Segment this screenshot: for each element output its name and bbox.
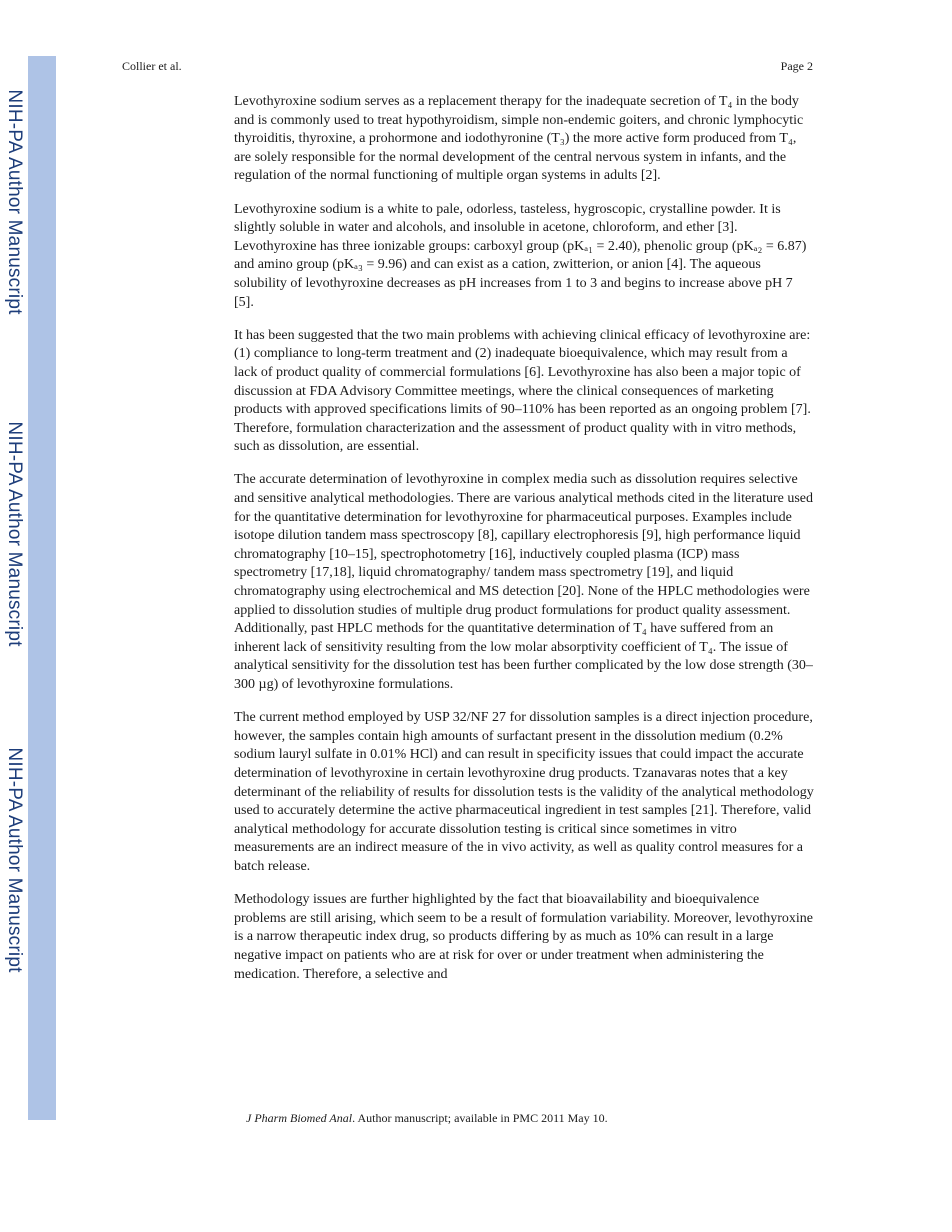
paragraph: Levothyroxine sodium is a white to pale, odorless, tasteless, hygroscopic, crystalline powder. It is slightly soluble in water and alcohols, and insoluble in acetone, chloroform, and ether [3]. Levothyroxine has three ionizable groups: carboxyl group (pKₐ₁ = 2.40), phenolic group (pKₐ₂ = 6.87) and amino group (pKₐ₃ = 9.96) and can exist as a cation, zwitterion, or anion [4]. The aqueous solubility of levothyroxine decreases as pH increases from 1 to 3 and begins to increase above pH 7 [5]. [234,201,807,310]
paragraph: The accurate determination of levothyroxine in complex media such as dissolution requires selective and sensitive analytical methodologies. There are various analytical methods cited in the literature used for the quantitative determination for levothyroxine for pharmaceutical purposes. Examples include isotope dilution tandem mass spectroscopy [8], capillary electrophoresis [9], high performance liquid chromatography [10–15], spectrophotometry [16], inductively coupled plasma (ICP) mass spectrometry [17,18], liquid chromatography/ tandem mass spectrometry [19], and liquid chromatography using electrochemical and MS detection [20]. None of the HPLC methodologies were applied to dissolution studies of multiple drug product formulations for product quality assessment. Additionally, past HPLC methods for the quantitative determination of T₄ have suffered from an inherent lack of sensitivity resulting from the low molar absorptivity coefficient of T₄. The issue of analytical sensitivity for the dissolution test has been further complicated by the low dose strength (30–300 µg) of levothyroxine formulations. [234,472,813,692]
article-body [234,93,814,999]
paragraph: It has been suggested that the two main problems with achieving clinical efficacy of levothyroxine are: (1) compliance to long-term treatment and (2) inadequate bioequivalence, which may result from a lack of product quality of commercial formulations [6]. Levothyroxine has also been a major topic of discussion at FDA Advisory Committee meetings, where the clinical consequences of marketing products with approved specifications limits of 90–110% has been reported as an ongoing problem [7]. Therefore, formulation characterization and the assessment of product quality with in vitro methods, such as dissolution, are essential. [234,327,811,455]
paragraph: The current method employed by USP 32/NF 27 for dissolution samples is a direct injection procedure, however, the samples contain high amounts of surfactant present in the dissolution medium (0.2% sodium lauryl sulfate in 0.01% HCl) and can result in specificity issues that could impact the accurate determination of levothyroxine in certain levothyroxine drug products. Tzanavaras notes that a key determinant of the reliability of results for dissolution tests is the validity of the analytical methodology used to accurately determine the active pharmaceutical ingredient in test samples [21]. Therefore, valid analytical methodology for accurate dissolution testing is critical since sometimes in vitro measurements are an indirect measure of the in vivo activity, as well as quality control measures for a batch release. [234,710,814,874]
manuscript-sidebar [28,56,56,1120]
footer-note: . Author manuscript; available in PMC 2011 May 10. [352,1111,608,1125]
journal-name: J Pharm Biomed Anal [246,1111,353,1125]
footer-citation [246,1111,608,1126]
running-head: Collier et al. [122,59,182,73]
page-number: Page 2 [780,59,813,73]
paragraph: Levothyroxine sodium serves as a replacement therapy for the inadequate secretion of T₄ in the body and is commonly used to treat hypothyroidism, simple non-endemic goiters, and chronic lymphocytic thyroiditis, thyroxine, a prohormone and iodothyronine (T₃) the more active form produced from T₄, are solely responsible for the normal development of the central nervous system in infants, and the regulation of the normal functioning of multiple organ systems in adults [2]. [234,94,804,184]
paragraph: Methodology issues are further highlighted by the fact that bioavailability and bioequivalence problems are still arising, which seem to be a result of formulation variability. Moreover, levothyroxine is a narrow therapeutic index drug, so products differing by as much as 10% can result in a large negative impact on patients who are at risk for over or under treatment when administering the medication. Therefore, a selective and [234,892,813,982]
